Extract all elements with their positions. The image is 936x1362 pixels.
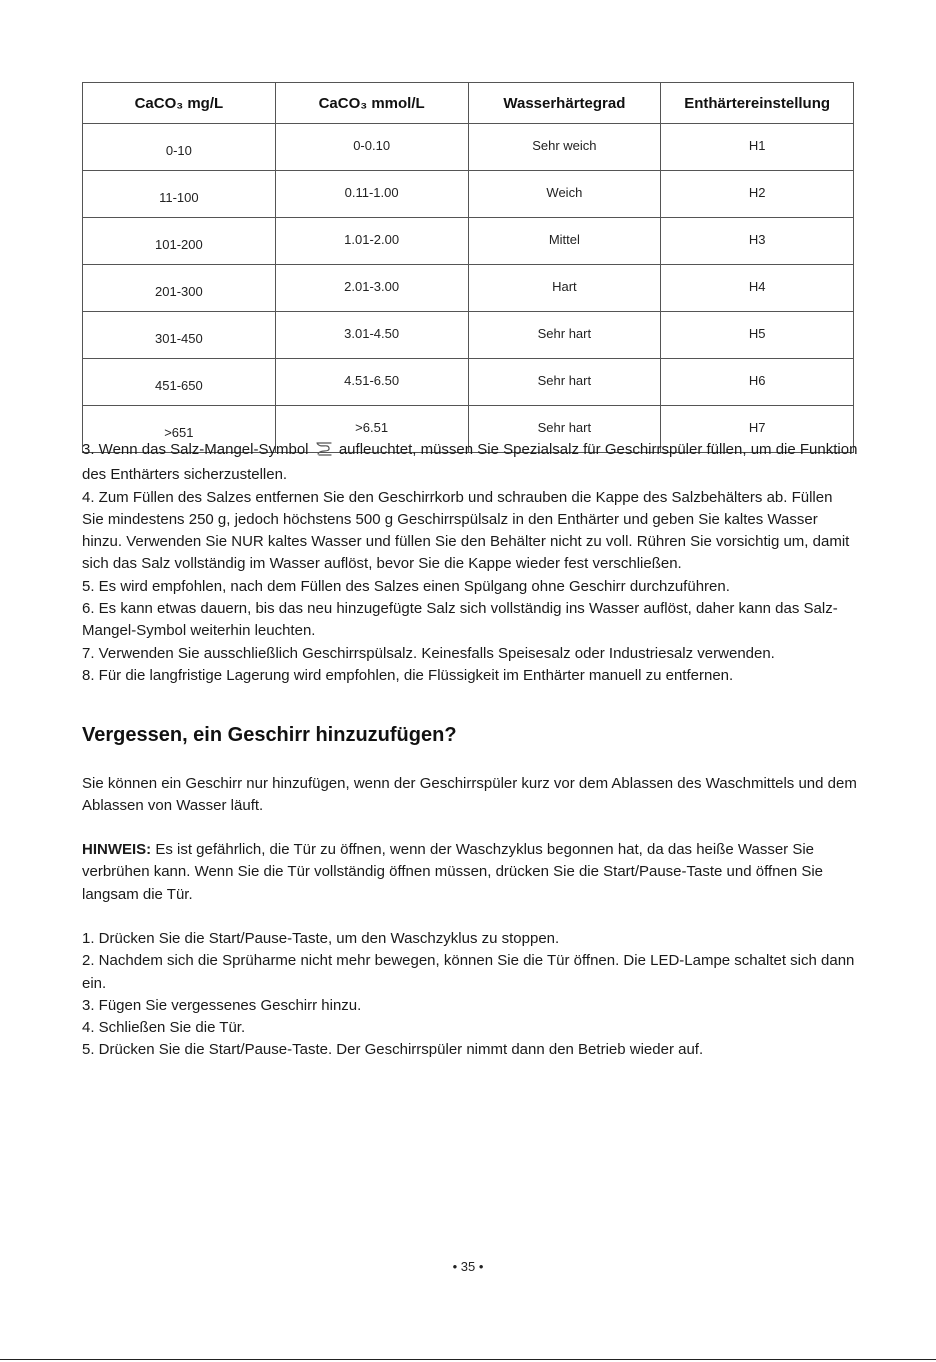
table-cell: 201-300: [83, 265, 276, 312]
table-cell: H5: [661, 312, 854, 359]
table-row: [83, 312, 854, 359]
step-item: 2. Nachdem sich die Sprüharme nicht mehr bewegen, können Sie die Tür öffnen. Die LED-Lampe schaltet sich dann ein.: [82, 952, 855, 992]
note-block: [82, 839, 858, 906]
table-row: [83, 171, 854, 218]
table-cell: >6.51: [275, 406, 468, 453]
table-cell: 1.01-2.00: [275, 218, 468, 265]
table-cell: Hart: [468, 265, 661, 312]
instruction-step: 8. Für die langfristige Lagerung wird empfohlen, die Flüssigkeit im Enthärter manuell zu entfernen.: [82, 666, 734, 684]
instruction-text: 3. Wenn das Salz-Mangel-Symbol: [82, 441, 309, 458]
salt-shortage-icon: [315, 441, 333, 464]
table-cell: 0-10: [83, 124, 276, 171]
table-cell: H2: [661, 171, 854, 218]
instruction-step: [82, 439, 858, 487]
table-cell: 101-200: [83, 218, 276, 265]
table-cell: H6: [661, 359, 854, 406]
table-cell: 11-100: [83, 171, 276, 218]
salt-instructions: [82, 439, 858, 687]
instruction-step: 4. Zum Füllen des Salzes entfernen Sie den Geschirrkorb und schrauben die Kappe des Salzbehälters ab. Füllen Sie mindestens 250 g, jedoch höchstens 500 g Geschirrspülsalz in den Enthärter und geben Sie kaltes Wasser hinzu. Verwenden Sie NUR kaltes Wasser und füllen Sie den Behälter nicht zu voll. Rühren Sie vorsichtig um, damit sich das Salz vollständig im Wasser auflöst, bevor Sie die Kappe wieder fest verschließen.: [82, 488, 850, 573]
table-cell: Sehr weich: [468, 124, 661, 171]
add-dish-steps: [82, 928, 858, 1062]
step-item: 5. Drücken Sie die Start/Pause-Taste. Der Geschirrspüler nimmt dann den Betrieb wieder auf.: [82, 1041, 704, 1059]
table-cell: 4.51-6.50: [275, 359, 468, 406]
table-cell: 0-0.10: [275, 124, 468, 171]
table-cell: Mittel: [468, 218, 661, 265]
note-label: HINWEIS:: [82, 841, 152, 858]
table-row: [83, 265, 854, 312]
column-header: CaCO₃ mg/L: [83, 83, 276, 124]
table-cell: Sehr hart: [468, 359, 661, 406]
instruction-step: 5. Es wird empfohlen, nach dem Füllen des Salzes einen Spülgang ohne Geschirr durchzuführen.: [82, 577, 730, 595]
table-row: [83, 124, 854, 171]
instruction-step: 7. Verwenden Sie ausschließlich Geschirrspülsalz. Keinesfalls Speisesalz oder Industriesalz verwenden.: [82, 644, 775, 662]
page-edge-divider: [0, 1359, 936, 1360]
section-intro: [82, 773, 858, 818]
table-header-row: [83, 83, 854, 124]
note-text: Es ist gefährlich, die Tür zu öffnen, wenn der Waschzyklus begonnen hat, da das heiße Wasser Sie verbrühen kann. Wenn Sie die Tür vollständig öffnen müssen, drücken Sie die Start/Pause-Taste und öffnen Sie langsam die Tür.: [82, 841, 824, 903]
table-cell: Sehr hart: [468, 312, 661, 359]
page-number: • 35 •: [452, 1259, 484, 1274]
water-hardness-table: [82, 82, 854, 453]
section-heading: Vergessen, ein Geschirr hinzuzufügen?: [82, 724, 457, 746]
column-header: CaCO₃ mmol/L: [275, 83, 468, 124]
step-item: 1. Drücken Sie die Start/Pause-Taste, um den Waschzyklus zu stoppen.: [82, 930, 560, 947]
instruction-text: aufleuchtet, müssen Sie Spezialsalz für Geschirrspüler füllen, um die Funktion des Enthärters sicherzustellen.: [82, 441, 858, 484]
table-cell: >651: [83, 406, 276, 453]
table-cell: 3.01-4.50: [275, 312, 468, 359]
table-cell: 451-650: [83, 359, 276, 406]
table-cell: 0.11-1.00: [275, 171, 468, 218]
table-cell: 2.01-3.00: [275, 265, 468, 312]
table-row: [83, 218, 854, 265]
table-row: [83, 359, 854, 406]
table-cell: H4: [661, 265, 854, 312]
intro-paragraph: Sie können ein Geschirr nur hinzufügen, wenn der Geschirrspüler kurz vor dem Ablassen des Waschmittels und dem Ablassen von Wasser läuft.: [82, 775, 857, 815]
table-cell: Weich: [468, 171, 661, 218]
note-paragraph: [82, 839, 858, 906]
table-cell: H3: [661, 218, 854, 265]
step-item: 3. Fügen Sie vergessenes Geschirr hinzu.: [82, 996, 362, 1014]
step-item: 4. Schließen Sie die Tür.: [82, 1019, 246, 1037]
instruction-step: 6. Es kann etwas dauern, bis das neu hinzugefügte Salz sich vollständig ins Wasser auflöst, daher kann das Salz-Mangel-Symbol weiterhin leuchten.: [82, 600, 838, 640]
column-header: Wasserhärtegrad: [468, 83, 661, 124]
table-cell: Sehr hart: [468, 406, 661, 453]
column-header: Enthärtereinstellung: [661, 83, 854, 124]
table-cell: H1: [661, 124, 854, 171]
table-cell: 301-450: [83, 312, 276, 359]
table-cell: H7: [661, 406, 854, 453]
